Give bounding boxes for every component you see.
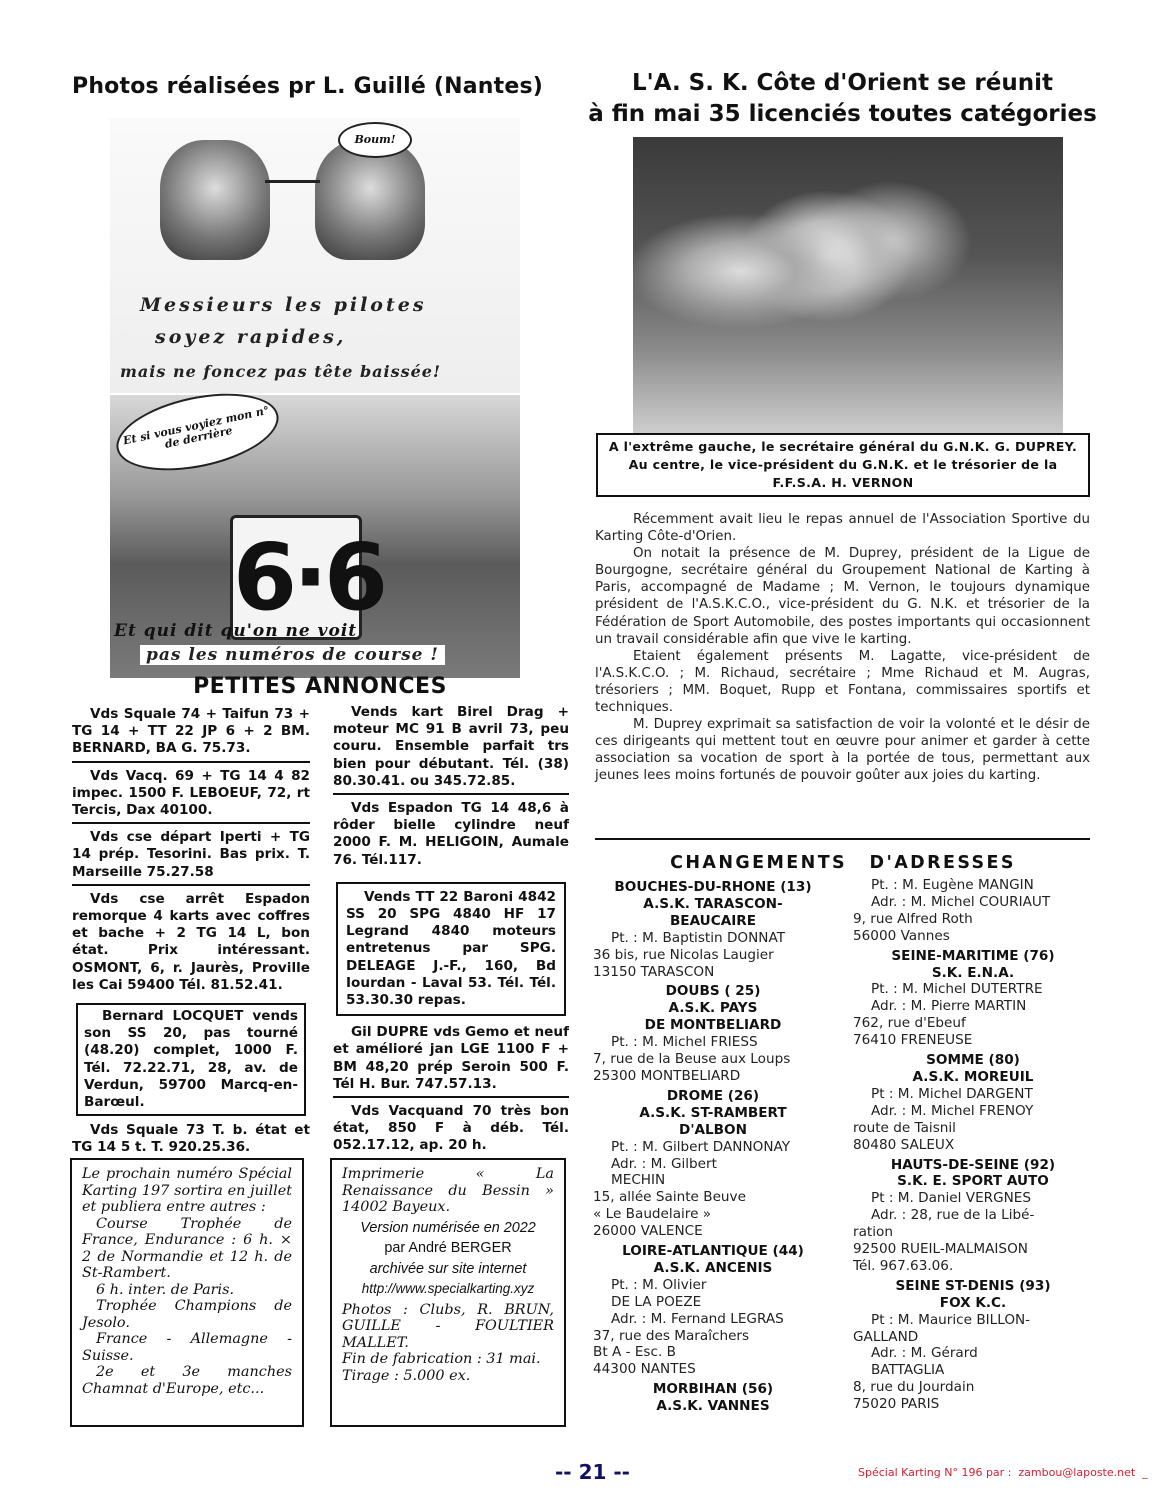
classified-ad: [333, 1103, 569, 1158]
section-divider: [595, 838, 1090, 840]
address-entry-heading: SEINE ST-DENIS (93): [895, 1277, 1051, 1294]
ad-text: Vds Squale 74 + Taifun 73 + TG 14 + TT 22 JP 6 + 2 BM. BERNARD, BA G. 75.73.: [72, 706, 310, 757]
address-entry-heading: A.S.K. MOREUIL: [912, 1068, 1034, 1085]
address-entry-line: « Le Baudelaire »: [593, 1206, 712, 1223]
photo-caption-line-1: Et qui dit qu'on ne voit: [114, 621, 358, 641]
address-entry-heading: A.S.K. VANNES: [656, 1398, 770, 1415]
address-entry-heading: BOUCHES-DU-RHONE (13): [614, 879, 812, 895]
ad-text: Vends kart Birel Drag + moteur MC 91 B avril 73, peu couru. Ensemble parfait trs bien pour débutant. Tél. (38) 80.30.41. ou 345.72.85.: [333, 704, 569, 789]
classified-ad: [72, 1122, 310, 1159]
right-headline-line-2: à fin mai 35 licenciés toutes catégories: [588, 101, 1097, 127]
ad-text: Vds Espadon TG 14 48,6 à rôder bielle cylindre neuf 2000 F. M. HELIGOIN, Aumale 76. Tél.117.: [333, 800, 569, 868]
address-entry-heading: S.K. E. SPORT AUTO: [897, 1173, 1049, 1190]
address-entry-contact: Adr. : M. Michel FRENOY: [871, 1102, 1034, 1119]
address-entry: [853, 877, 1093, 945]
address-entry-line: ration: [853, 1224, 893, 1241]
ad-text: Bernard LOCQUET vends son SS 20, pas tourné (48.20) complet, 1000 F. Tél. 72.22.71, 28, av. de Verdun, 59700 Marcq-en-Barœul.: [84, 1008, 298, 1111]
address-changes-column-2: [853, 877, 1093, 1416]
imprint-archived: archivée sur site internet: [369, 1260, 527, 1277]
article-paragraph: On notait la présence de M. Duprey, président de la Ligue de Bourgogne, secrétaire général du Groupement National de Karting à Paris, accompagné de Madame ; M. Vernon, le toujours dynamique président de l'A.S.K.C.O., vice-président du G. N.K. et trésorier de la Fédération de Sport Automobile, des postes importants qui occasionnent un travail considérable afin que vive le karting.: [595, 546, 1090, 647]
address-entry-heading: A.S.K. TARASCON-: [643, 895, 783, 912]
address-entry-contact: BATTAGLIA: [871, 1362, 945, 1379]
classified-ad: [72, 829, 310, 886]
imprint-photo-credits: Photos : Clubs, R. BRUN, GUILLE - FOULTIER MALLET.: [342, 1301, 554, 1351]
address-entry: [593, 1088, 833, 1240]
classified-ad-boxed: [76, 1003, 306, 1116]
imprint-end-date: Fin de fabrication : 31 mai.: [342, 1351, 541, 1367]
imprint-print-run: Tirage : 5.000 ex.: [342, 1367, 471, 1384]
ad-text: Gil DUPRE vds Gemo et neuf et amélioré jan LGE 1100 F + BM 48,20 prép Seroin 500 F. Tél H. Bur. 747.57.13.: [333, 1024, 569, 1092]
address-entry-line: GALLAND: [853, 1328, 919, 1345]
address-entry-line: 26000 VALENCE: [593, 1223, 703, 1240]
speech-bubble-boum: [338, 122, 412, 158]
kart-illustration-left: [160, 140, 270, 260]
next-issue-item: France - Allemagne - Suisse.: [82, 1331, 292, 1364]
address-entry-contact: Adr. : M. Fernand LEGRAS: [611, 1310, 784, 1327]
address-entry-line: 36 bis, rue Nicolas Laugier: [593, 946, 774, 963]
speech-bubble-photo: [110, 381, 285, 484]
classified-ads-column-1: [72, 706, 310, 1165]
cartoon-drawing: [110, 118, 520, 393]
imprint-url[interactable]: http://www.specialkarting.xyz: [361, 1281, 535, 1296]
address-entry-contact: MECHIN: [611, 1172, 666, 1189]
ad-text: Vds cse départ Iperti + TG 14 prép. Tesorini. Bas prix. T. Marseille 75.27.58: [72, 829, 310, 880]
address-entry: [593, 1243, 833, 1378]
address-entry-contact: Pt. : M. Olivier: [611, 1276, 707, 1293]
next-issue-item: 2e et 3e manches Chamnat d'Europe, etc...: [82, 1364, 292, 1397]
banquet-photo: [633, 137, 1063, 435]
cartoon-caption-line-3: mais ne foncez pas tête baissée!: [120, 362, 441, 381]
address-entry-contact: Adr. : M. Gérard: [871, 1345, 978, 1362]
address-entry: [593, 879, 833, 980]
address-entry-line: 13150 TARASCON: [593, 963, 715, 980]
article-paragraph: Récemment avait lieu le repas annuel de l'Association Sportive du Karting Côte-d'Orien.: [595, 512, 1090, 545]
address-entry-contact: Pt. : M. Baptistin DONNAT: [611, 929, 786, 946]
address-entry: [853, 948, 1093, 1049]
address-entry-contact: Adr. : 28, rue de la Libé-: [871, 1207, 1035, 1224]
ad-text: Vds Squale 73 T. b. état et TG 14 5 t. T. 920.25.36.: [72, 1122, 310, 1156]
next-issue-item: 6 h. inter. de Paris.: [96, 1281, 235, 1298]
left-headline: Photos réalisées pr L. Guillé (Nantes): [72, 74, 544, 99]
address-entry-line: 37, rue des Maraîchers: [593, 1327, 750, 1344]
address-entry-line: 44300 NANTES: [593, 1361, 696, 1378]
address-entry-heading: FOX K.C.: [939, 1294, 1007, 1311]
ad-text: Vends TT 22 Baroni 4842 SS 20 SPG 4840 HF 17 Legrand 4840 moteurs entretenus par SPG. DELEAGE J.-F., 160, Bd Iourdan - Laval 53. Tél. Tél. 53.30.30 repas.: [346, 888, 556, 1009]
address-entry-line: 9, rue Alfred Roth: [853, 910, 973, 927]
address-entry-contact: Pt. : M. Gilbert DANNONAY: [611, 1138, 791, 1155]
classified-ad: [72, 768, 310, 825]
address-entry-line: 8, rue du Jourdain: [853, 1379, 975, 1396]
photo-caption-line-2: pas les numéros de course !: [140, 645, 445, 665]
race-number-plate: 6·6: [230, 515, 362, 640]
address-entry-heading: A.S.K. ST-RAMBERT: [639, 1104, 787, 1121]
classified-ad: [333, 1024, 569, 1098]
kart-driver-photo: [110, 395, 520, 678]
address-entry-line: 25300 MONTBELIARD: [593, 1067, 741, 1084]
ad-text: Vds Vacquand 70 très bon état, 850 F à déb. Tél. 052.17.12, ap. 20 h.: [333, 1103, 569, 1154]
cartoon-caption-line-1: Messieurs les pilotes: [140, 294, 427, 316]
article-body: [595, 511, 1090, 785]
address-entry: [853, 1157, 1093, 1275]
imprint-printer: Imprimerie « La Renaissance du Bessin » 14002 Bayeux.: [342, 1166, 554, 1215]
address-entry-contact: Adr. : M. Michel COURIAUT: [871, 893, 1051, 910]
address-entry-heading: A.S.K. PAYS: [668, 1000, 758, 1017]
classified-ad-boxed: [336, 882, 566, 1016]
address-entry-heading: A.S.K. ANCENIS: [653, 1259, 773, 1276]
address-entry-line: 56000 Vannes: [853, 927, 950, 944]
right-headline: [585, 68, 1100, 130]
cartoon-caption-line-2: soyez rapides,: [155, 326, 347, 348]
address-entry-heading: LOIRE-ATLANTIQUE (44): [622, 1243, 804, 1260]
classified-ad: [72, 891, 310, 997]
footer-credit: Spécial Karting N° 196 par : zambou@laposte.net _: [858, 1466, 1148, 1479]
article-paragraph: Etaient également présents M. Lagatte, vice-président de l'A.S.K.C.O. ; M. Richaud, secrétaire ; Mme Richaud et M. Augras, trésoriers ; MM. Boquet, Rupp et Fontana, commissaires sportifs et techniques.: [595, 648, 1090, 716]
address-entry: [593, 1381, 833, 1415]
classified-ad: [333, 800, 569, 872]
address-entry-contact: Pt : M. Daniel VERGNES: [871, 1190, 1032, 1207]
imprint-box: [330, 1158, 566, 1427]
photo-caption: A l'extrême gauche, le secrétaire général du G.N.K. G. DUPREY. Au centre, le vice-président du G.N.K. et le trésorier de la F.F.S.A. H. VERNON: [596, 433, 1090, 497]
address-entry-heading: DE MONTBELIARD: [644, 1017, 782, 1034]
address-entry-contact: Adr. : M. Pierre MARTIN: [871, 998, 1027, 1015]
next-issue-box: [70, 1158, 304, 1427]
address-entry-heading: SEINE-MARITIME (76): [891, 947, 1055, 964]
address-entry-line: 80480 SALEUX: [853, 1136, 955, 1153]
address-entry-line: 76410 FRENEUSE: [853, 1032, 973, 1049]
address-entry-line: 762, rue d'Ebeuf: [853, 1015, 966, 1032]
address-entry-line: 15, allée Sainte Beuve: [593, 1189, 746, 1206]
classified-ad: [72, 706, 310, 763]
address-entry-heading: MORBIHAN (56): [652, 1381, 774, 1398]
address-entry-heading: SOMME (80): [926, 1052, 1020, 1069]
address-entry-contact: Adr. : M. Gilbert: [611, 1155, 717, 1172]
address-entry-contact: Pt. : M. Michel FRIESS: [611, 1034, 758, 1051]
address-entry-heading: DOUBS ( 25): [665, 983, 761, 1000]
kart-illustration-right: [315, 140, 425, 260]
next-issue-item: Trophée Champions de Jesolo.: [82, 1298, 292, 1331]
article-paragraph: M. Duprey exprimait sa satisfaction de voir la volonté et le désir de ces dirigeants qui mettent tout en œuvre pour animer et garder à cette association sa vocation de sport à la portée de tous, permettant aux jeunes lees moins fortunés de pouvoir goûter aux joies du karting.: [595, 717, 1090, 784]
next-issue-intro: Le prochain numéro Spécial Karting 197 sortira en juillet et publiera entre autres :: [82, 1166, 292, 1215]
double-arrow-icon: [265, 180, 320, 183]
ad-text: Vds cse arrêt Espadon remorque 4 karts avec coffres et bache + 2 TG 14 L, bon état. Prix intéressant. OSMONT, 6, r. Jaurès, Proville les Cai 59400 Tél. 81.52.41.: [72, 890, 310, 993]
classified-ads-column-2: [333, 704, 569, 1163]
address-entry-line: 92500 RUEIL-MALMAISON: [853, 1241, 1028, 1258]
address-entry-line: Tél. 967.63.06.: [853, 1257, 954, 1274]
address-changes-heading: CHANGEMENTS D'ADRESSES: [670, 853, 1016, 873]
address-entry: [853, 1052, 1093, 1153]
address-entry-heading: S.K. E.N.A.: [931, 964, 1015, 981]
address-changes-column-1: [593, 879, 833, 1418]
address-entry-heading: D'ALBON: [679, 1121, 747, 1138]
right-headline-line-1: L'A. S. K. Côte d'Orient se réunit: [632, 70, 1053, 96]
cartoon-photo-montage: [110, 118, 520, 678]
page-number: -- 21 --: [555, 1460, 630, 1484]
address-entry-line: route de Taisnil: [853, 1119, 956, 1136]
bubble-text: Et si vous voyiez mon n° de derrière: [121, 403, 271, 451]
address-entry-contact: DE LA POEZE: [611, 1293, 702, 1310]
address-entry-contact: Pt : M. Maurice BILLON-: [871, 1311, 1031, 1328]
address-entry-line: 7, rue de la Beuse aux Loups: [593, 1051, 791, 1068]
address-entry-line: 75020 PARIS: [853, 1396, 940, 1413]
imprint-author: par André BERGER: [384, 1240, 512, 1256]
address-entry-contact: Pt. : M. Eugène MANGIN: [871, 877, 1034, 893]
address-entry-heading: DROME (26): [666, 1087, 760, 1104]
address-entry-line: Bt A - Esc. B: [593, 1344, 676, 1361]
address-entry-heading: HAUTS-DE-SEINE (92): [890, 1156, 1056, 1173]
address-entry: [593, 983, 833, 1084]
classified-ad: [333, 704, 569, 795]
address-entry-contact: Pt : M. Michel DARGENT: [871, 1085, 1033, 1102]
address-entry-heading: BEAUCAIRE: [669, 912, 757, 929]
address-entry: [853, 1278, 1093, 1413]
ad-text: Vds Vacq. 69 + TG 14 4 82 impec. 1500 F. LEBOEUF, 72, rt Tercis, Dax 40100.: [72, 767, 310, 819]
petites-annonces-heading: PETITES ANNONCES: [193, 674, 447, 699]
bubble-text: Boum!: [354, 133, 396, 146]
next-issue-item: Course Trophée de France, Endurance : 6 h. × 2 de Normandie et 12 h. de St-Rambert.: [82, 1215, 292, 1281]
address-entry-contact: Pt. : M. Michel DUTERTRE: [871, 981, 1043, 998]
imprint-digitized: Version numérisée en 2022: [360, 1219, 536, 1236]
